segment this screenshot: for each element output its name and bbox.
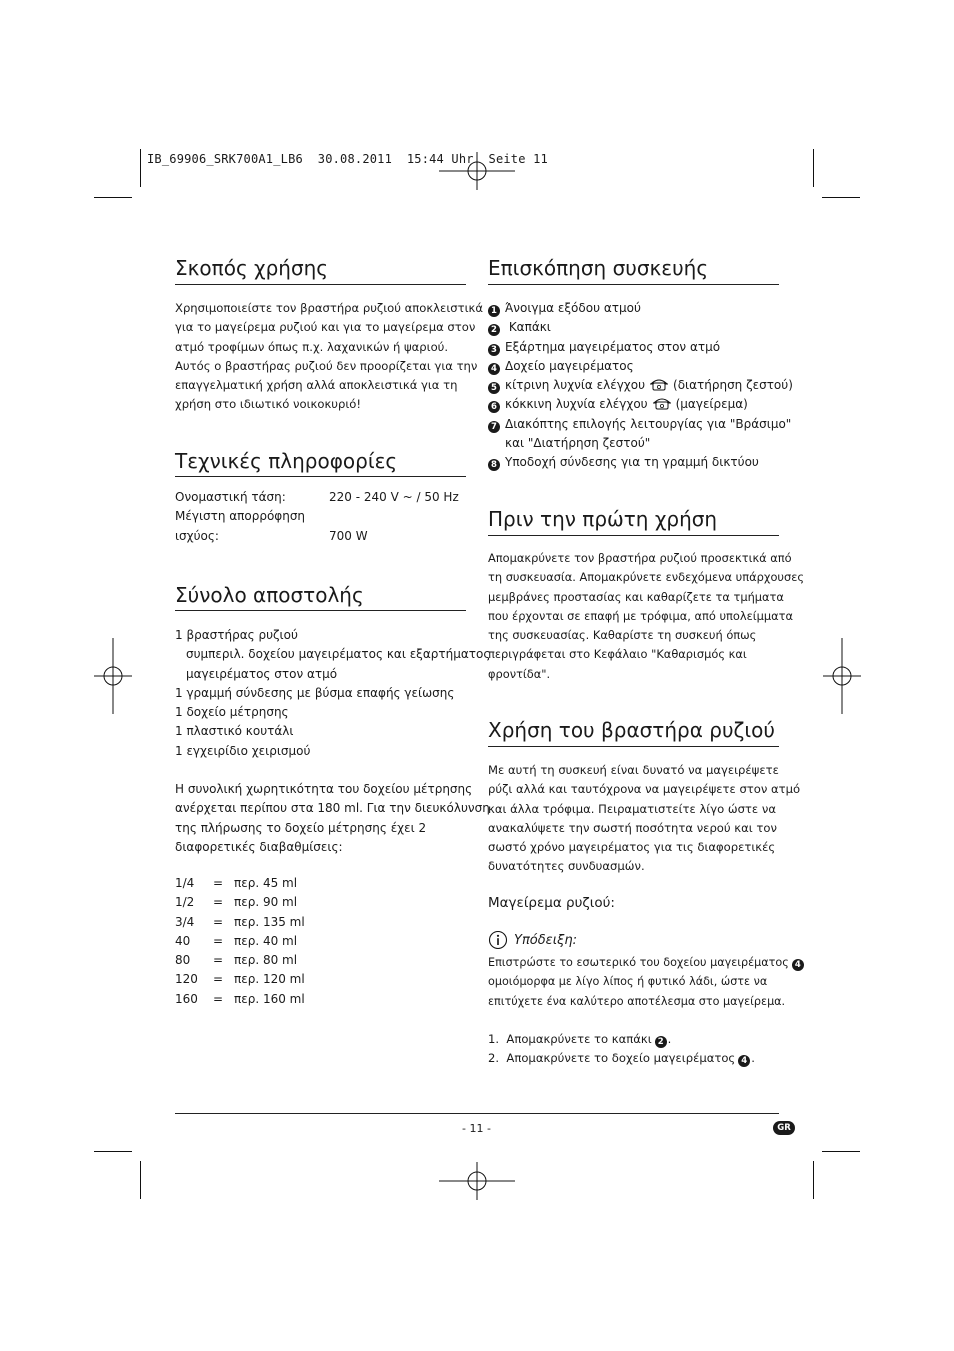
step-item (488, 1049, 755, 1068)
number-badge: 4 (792, 959, 804, 971)
trim-mark (813, 1161, 814, 1199)
section-title-tech: Τεχνικές πληροφορίες (175, 449, 398, 473)
section-title-usage: Χρήση του βραστήρα ρυζιού (488, 718, 775, 742)
trim-mark (94, 1151, 132, 1152)
step-suffix: . (667, 1032, 672, 1046)
overview-list (488, 299, 793, 473)
list-item: 1 εγχειρίδιο χειρισμού (175, 743, 311, 758)
scale-eq: = (213, 991, 224, 1006)
tech-value: 220 - 240 V ~ / 50 Hz (329, 490, 459, 504)
text-line: επαγγελματική χρήση αλλά αποκλειστικά για τη (175, 378, 458, 393)
number-badge: 7 (488, 421, 500, 433)
steps-list (488, 1030, 755, 1069)
scale-table (175, 876, 305, 1011)
text-line: ρύζι αλλά και ταυτόχρονα να μαγειρέψετε στον ατμό (488, 782, 801, 797)
overview-item (488, 395, 793, 414)
tech-row (175, 529, 459, 548)
section-rule (488, 284, 779, 285)
number-badge: 4 (738, 1055, 750, 1067)
usage-text (488, 761, 800, 877)
step-item (488, 1030, 755, 1049)
print-slug: IB_69906_SRK700A1_LB6 30.08.2011 15:44 Uhr Seite 11 (147, 152, 548, 166)
tech-row (175, 490, 459, 509)
step-text: 1. Απομακρύνετε το καπάκι (488, 1032, 652, 1046)
section-rule (488, 535, 779, 536)
delivery-list (175, 626, 490, 761)
footer-rule (175, 1113, 779, 1114)
text-line: επιτύχετε ένα καλύτερο αποτέλεσμα στο μαγείρεμα. (488, 994, 786, 1008)
hint-text (488, 953, 805, 1011)
scale-ml: περ. 120 ml (234, 972, 305, 987)
trim-mark (822, 1151, 860, 1152)
section-title-overview: Επισκόπηση συσκευής (488, 256, 709, 280)
scale-ml: περ. 40 ml (234, 933, 298, 948)
text-line (488, 953, 805, 972)
overview-label: Εξάρτημα μαγειρέματος στον ατμό (505, 339, 721, 354)
number-badge: 2 (655, 1036, 667, 1048)
text-line: Αυτός ο βραστήρας ρυζιού δεν προορίζεται για την (175, 358, 478, 373)
tech-row (175, 509, 459, 528)
trim-mark (140, 1161, 141, 1199)
number-badge: 8 (488, 459, 500, 471)
language-badge: GR (773, 1121, 795, 1135)
tech-label: Μέγιστη απορρόφηση (175, 509, 306, 524)
tech-value: 700 W (329, 528, 368, 543)
trim-mark (140, 149, 141, 187)
registration-mark-icon (823, 638, 861, 714)
scale-eq: = (213, 895, 224, 910)
overview-item (488, 338, 793, 357)
text-line: τη συσκευασία. Απομακρύνετε ενδεχόμενα υπάρχουσες (488, 570, 805, 585)
scale-eq: = (213, 953, 224, 968)
text-line: χρήση στο ιδιωτικό νοικοκυριό! (175, 397, 362, 412)
list-item: 1 βραστήρας ρυζιού (175, 628, 298, 642)
scale-ml: περ. 45 ml (234, 876, 298, 890)
scale-mark: 3/4 (175, 914, 195, 929)
overview-item (488, 318, 793, 337)
scale-row (175, 876, 305, 895)
scale-row (175, 895, 305, 914)
section-title-delivery: Σύνολο αποστολής (175, 583, 364, 607)
section-rule (175, 610, 466, 611)
number-badge: 1 (488, 305, 500, 317)
text-line: Με αυτή τη συσκευή είναι δυνατό να μαγειρέψετε (488, 763, 779, 777)
trim-mark (94, 197, 132, 198)
hint-title: Υπόδειξη: (514, 933, 577, 948)
scale-eq: = (213, 972, 224, 987)
text-line: Χρησιμοποιείστε τον βραστήρα ρυζιού αποκλειστικά (175, 301, 483, 315)
overview-label: Υποδοχή σύνδεσης για τη γραμμή δικτύου (505, 455, 759, 470)
list-item: 1 γραμμή σύνδεσης με βύσμα επαφής γείωσης (175, 685, 455, 700)
text-line: της συσκευασίας. Καθαρίστε τη συσκευή όπως (488, 628, 757, 643)
overview-item (488, 453, 793, 472)
list-item: μαγειρέματος στον ατμό (186, 666, 338, 681)
text-line: ανακαλύψετε την σωστή ποσότητα νερού και τον (488, 820, 777, 835)
overview-label: κόκκινη λυχνία ελέγχου (505, 397, 648, 412)
scale-row (175, 972, 305, 991)
text-line: της πλήρωσης το δοχείο μέτρησης έχει 2 (175, 820, 427, 835)
list-item: συμπεριλ. δοχείου μαγειρέματος και εξαρτήματος (186, 647, 491, 662)
overview-label: Καπάκι (505, 320, 551, 335)
first-use-text (488, 549, 804, 684)
cooking-pot-icon (652, 397, 672, 410)
scale-mark: 40 (175, 933, 191, 948)
scale-ml: περ. 135 ml (234, 914, 305, 929)
scale-ml: περ. 160 ml (234, 991, 305, 1006)
scale-row (175, 934, 305, 953)
text-line: και άλλα τρόφιμα. Πειραματιστείτε λίγο ώστε να (488, 801, 776, 816)
scale-ml: περ. 80 ml (234, 953, 298, 968)
keep-warm-pot-icon (649, 378, 669, 391)
capacity-text (175, 780, 490, 857)
text-line: που έρχονται σε επαφή με τρόφιμα, από υπολείμματα (488, 608, 793, 623)
number-badge: 5 (488, 382, 500, 394)
registration-mark-icon (94, 638, 132, 714)
scale-eq: = (213, 876, 224, 890)
page-number: - 11 - (462, 1122, 491, 1135)
scale-ml: περ. 90 ml (234, 895, 298, 910)
list-item: 1 πλαστικό κουτάλι (175, 724, 294, 739)
text-line: για το μαγείρεμα ρυζιού και για το μαγείρεμα στον (175, 320, 476, 335)
text-line: σωστό χρόνο μαγειρέματος για τις διαφορετικές (488, 840, 776, 855)
section-rule (175, 284, 466, 285)
scale-mark: 160 (175, 991, 198, 1006)
number-badge: 6 (488, 401, 500, 413)
number-badge: 3 (488, 344, 500, 356)
text-line: ανέρχεται περίπου στα 180 ml. Για την διευκόλυνση (175, 801, 490, 816)
overview-label: και "Διατήρηση ζεστού" (505, 436, 651, 451)
list-item: 1 δοχείο μέτρησης (175, 705, 289, 720)
text-line: Η συνολική χωρητικότητα του δοχείου μέτρησης (175, 782, 473, 796)
tech-value (329, 509, 459, 528)
number-badge: 2 (488, 324, 500, 336)
overview-label: Άνοιγμα εξόδου ατμού (505, 301, 641, 315)
scale-row (175, 915, 305, 934)
registration-mark-icon (439, 1162, 515, 1200)
text-line: ομοιόμορφα με λίγο λίπος ή φυτικό λάδι, ώστε να (488, 975, 768, 989)
overview-label-suffix: (μαγείρεμα) (675, 397, 748, 412)
overview-item (488, 376, 793, 395)
scale-mark: 1/2 (175, 895, 195, 910)
scale-eq: = (213, 914, 224, 929)
purpose-text (175, 299, 483, 415)
scale-mark: 80 (175, 953, 191, 968)
tech-label: Ονομαστική τάση: (175, 490, 286, 504)
text-line: δυνατότητες συνδυασμών. (488, 859, 645, 874)
overview-item (488, 299, 793, 318)
cooking-rice-heading: Μαγείρεμα ρυζιού: (488, 895, 615, 911)
overview-item (488, 415, 793, 434)
text-line: διαφορετικές διαβαθμίσεις: (175, 839, 343, 854)
overview-item (488, 434, 793, 453)
tech-table (175, 490, 459, 548)
text-line: Απομακρύνετε τον βραστήρα ρυζιού προσεκτικά από (488, 551, 792, 565)
overview-label: Διακόπτης επιλογής λειτουργίας για "Βράσιμο" (505, 416, 792, 431)
scale-eq: = (213, 933, 224, 948)
text-line: μεμβράνες προστασίας και καθαρίζετε τα τμήματα (488, 589, 784, 604)
step-text: 2. Απομακρύνετε το δοχείο μαγειρέματος (488, 1051, 736, 1066)
scale-row (175, 992, 305, 1011)
overview-label: Δοχείο μαγειρέματος (505, 358, 634, 373)
hint-line: Επιστρώστε το εσωτερικό του δοχείου μαγειρέματος (488, 956, 789, 969)
section-rule (175, 476, 466, 477)
info-icon (488, 930, 508, 950)
number-badge: 4 (488, 363, 500, 375)
tech-label: ισχύος: (175, 528, 219, 543)
section-title-first-use: Πριν την πρώτη χρήση (488, 507, 718, 531)
text-line: φροντίδα". (488, 666, 551, 681)
scale-mark: 1/4 (175, 876, 195, 890)
trim-mark (813, 149, 814, 187)
section-title-purpose: Σκοπός χρήσης (175, 256, 329, 280)
trim-mark (822, 197, 860, 198)
scale-row (175, 953, 305, 972)
overview-item (488, 357, 793, 376)
overview-label: κίτρινη λυχνία ελέγχου (505, 378, 646, 393)
step-suffix: . (751, 1051, 755, 1066)
text-line: ατμό τροφίμων όπως π.χ. λαχανικών ή ψαριού. (175, 339, 449, 354)
text-line: περιγράφεται στο Κεφάλαιο "Καθαρισμός και (488, 647, 747, 662)
scale-mark: 120 (175, 972, 198, 987)
overview-label-suffix: (διατήρηση ζεστού) (673, 378, 793, 393)
section-rule (488, 746, 779, 747)
